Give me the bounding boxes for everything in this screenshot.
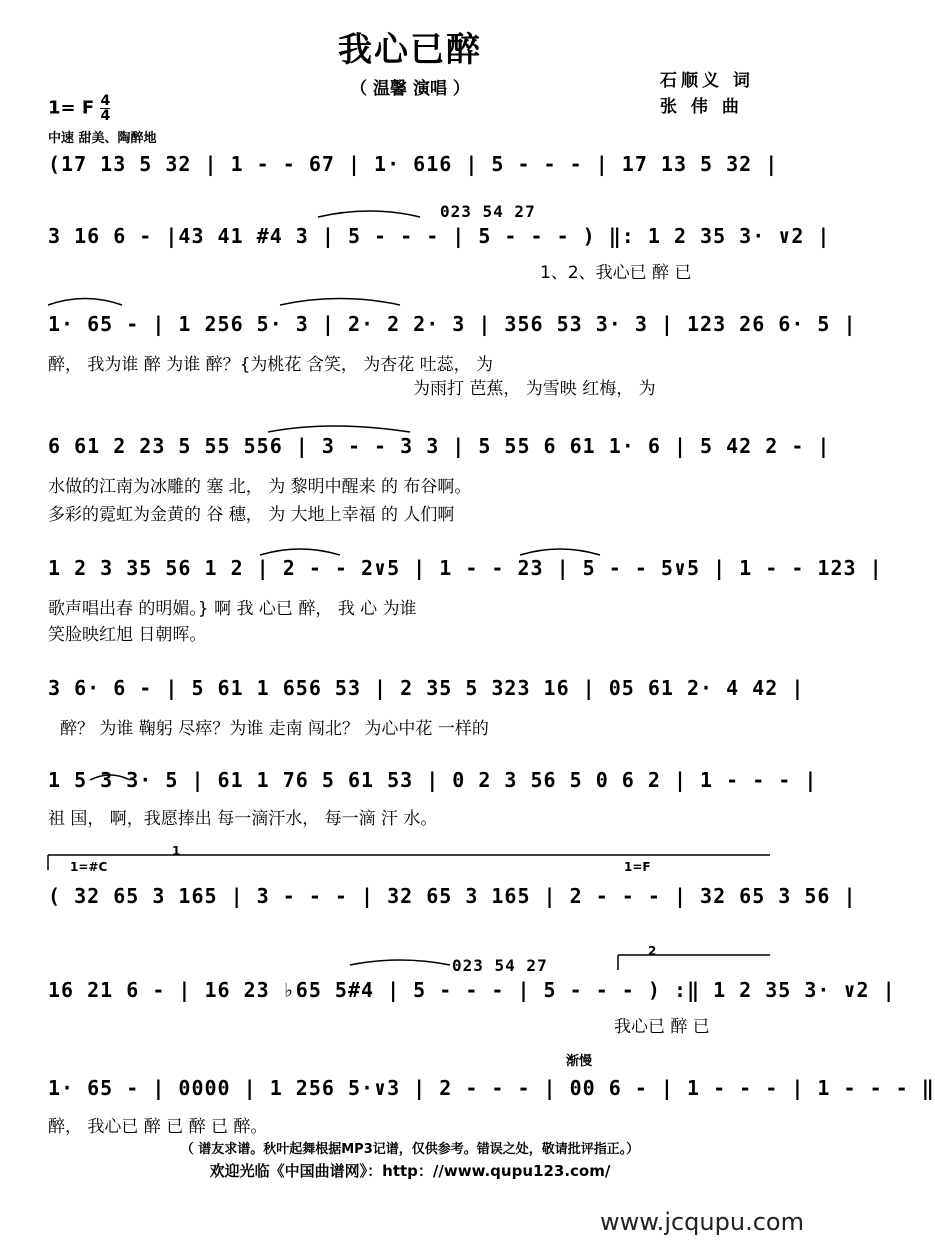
- composer: 张 伟 曲: [660, 97, 743, 117]
- tie-row2: [318, 211, 420, 217]
- score-row-2-lyric: 1、2、我心已 醉 已: [540, 263, 692, 283]
- score-row-7-lyric: 祖 国， 啊，我愿捧出 每一滴汗水， 每一滴 汗 水。: [48, 809, 438, 829]
- volta-2-number: 2: [648, 944, 657, 958]
- tie-row9: [350, 960, 450, 965]
- score-row-5-lyric-2: 笑脸映红旭 日朝晖。: [48, 625, 207, 645]
- tie-row5b: [520, 549, 600, 555]
- score-row-3-notes: 1· 65 - | 1 256 5· 3 | 2· 2 2· 3 | 356 53 3· 3 | 123 26 6· 5 |: [48, 312, 857, 336]
- site-watermark: www.jcqupu.com: [600, 1208, 804, 1236]
- score-row-7-notes: 1 5 3 3· 5 | 61 1 76 5 61 53 | 0 2 3 56 5 0 6 2 | 1 - - - |: [48, 768, 818, 792]
- score-row-8-notes: ( 32 65 3 165 | 3 - - - | 32 65 3 165 | 2 - - - | 32 65 3 56 |: [48, 884, 857, 908]
- score-row-9-lyric: 我心已 醉 已: [614, 1017, 710, 1037]
- tie-row3a: [48, 299, 122, 306]
- key-change-right: 1=F: [624, 860, 651, 874]
- score-row-6-lyric: 醉？ 为谁 鞠躬 尽瘁？为谁 走南 闯北？ 为心中花 一样的: [60, 719, 489, 739]
- tie-row3b: [280, 299, 400, 306]
- score-row-2-notes: 3 16 6 - |43 41 #4 3 | 5 - - - | 5 - - - ) ‖: 1 2 35 3· ∨2 |: [48, 224, 831, 248]
- score-row-2-upper: 023 54 27: [440, 202, 536, 221]
- score-row-5-lyric-1: 歌声唱出春 的明媚。} 啊 我 心已 醉， 我 心 为谁: [48, 599, 417, 619]
- score-row-10-lyric: 醉， 我心已 醉 已 醉 已 醉。: [48, 1117, 268, 1137]
- time-denominator: 4: [100, 108, 111, 124]
- score-row-9-upper: 023 54 27: [452, 956, 548, 975]
- tie-row4: [268, 426, 410, 432]
- score-row-10-notes: 1· 65 - | 0000 | 1 256 5·∨3 | 2 - - - | 00 6 - | 1 - - - | 1 - - - ‖: [48, 1076, 935, 1100]
- score-row-5-notes: 1 2 3 35 56 1 2 | 2 - - 2∨5 | 1 - - 23 | 5 - - 5∨5 | 1 - - 123 |: [48, 556, 883, 580]
- score-row-9-notes: 16 21 6 - | 16 23 ♭65 5#4 | 5 - - - | 5 - - - ) :‖ 1 2 35 3· ∨2 |: [48, 978, 896, 1002]
- tempo-marking: 中速 甜美、陶醉地: [48, 131, 157, 146]
- score-row-4-lyric-2: 多彩的霓虹为金黄的 谷 穗， 为 大地上幸福 的 人们啊: [48, 505, 455, 525]
- song-title: 我心已醉: [338, 30, 482, 70]
- score-row-3-lyric-1: 醉， 我为谁 醉 为谁 醉？{为桃花 含笑， 为杏花 吐蕊， 为: [48, 355, 494, 375]
- score-row-6-notes: 3 6· 6 - | 5 61 1 656 53 | 2 35 5 323 16 | 05 61 2· 4 42 |: [48, 676, 805, 700]
- score-row-4-notes: 6 61 2 23 5 55 556 | 3 - - 3 3 | 5 55 6 61 1· 6 | 5 42 2 - |: [48, 434, 831, 458]
- score-row-4-lyric-1: 水做的江南为冰雕的 塞 北， 为 黎明中醒来 的 布谷啊。: [48, 477, 472, 497]
- score-row-3-lyric-2: 为雨打 芭蕉， 为雪映 红梅， 为: [413, 379, 656, 399]
- tempo-hint-ritardando: 渐慢: [566, 1054, 593, 1069]
- singer-line: （ 温馨 演唱 ）: [350, 79, 470, 99]
- key-change-left: 1=#C: [70, 860, 108, 874]
- transcription-note: （ 谱友求谱。秋叶起舞根据MP3记谱，仅供参考。错误之处，敬请批评指正。）: [180, 1142, 640, 1157]
- time-numerator: 4: [100, 93, 111, 109]
- key-label: 1= F: [48, 97, 95, 119]
- tie-row5: [260, 549, 340, 555]
- lyricist: 石顺义 词: [660, 71, 754, 91]
- volta-1-number: 1: [172, 844, 181, 858]
- score-row-1-notes: (17 13 5 32 | 1 - - 67 | 1· 616 | 5 - - - | 17 13 5 32 |: [48, 152, 779, 176]
- site-welcome: 欢迎光临《中国曲谱网》：http：//www.qupu123.com/: [209, 1162, 611, 1180]
